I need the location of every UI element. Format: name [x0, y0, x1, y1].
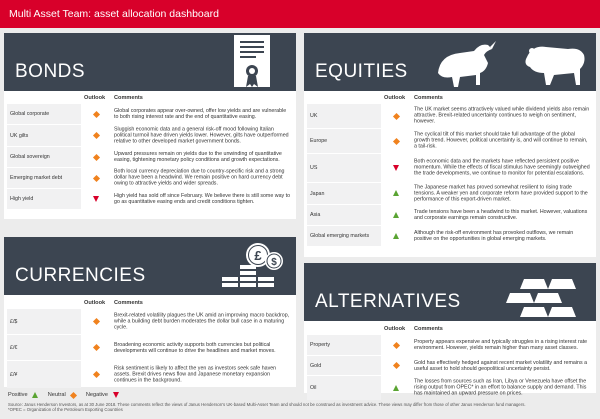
table-row: [7, 335, 293, 360]
bonds-heading: BONDS: [15, 61, 86, 82]
outlook-indicator: [393, 342, 400, 349]
neutral-diamond-icon: [93, 153, 100, 160]
table-row: [307, 183, 593, 204]
top-banner: [0, 0, 600, 28]
legend-neutral-label: Neutral: [47, 392, 66, 398]
row-comment: Property appears expensive and typically struggles in a rising interest rate environment. However, yields remain higher than many asset classes.: [414, 338, 588, 351]
row-comment: Gold has effectively hedged against recent market volatility and remains a useful asset to hold should geopolitical uncertainty persist.: [414, 359, 588, 372]
neutral-diamond-icon: [93, 110, 100, 117]
outlook-indicator: [93, 111, 100, 118]
alternatives-heading: ALTERNATIVES: [315, 291, 461, 312]
currencies-header: [4, 237, 296, 295]
row-label: £/$: [10, 318, 18, 325]
row-comment: Global corporates appear over-owned, offer low yields and are vulnerable to both rising interest rate and the end of quantitative easing.: [114, 107, 287, 120]
neutral-diamond-icon: [70, 391, 77, 398]
row-label: Asia: [310, 211, 321, 218]
outlook-indicator: [393, 362, 400, 369]
table-row: [307, 376, 593, 400]
outlook-indicator: [93, 196, 100, 203]
row-label: UK gilts: [10, 132, 29, 139]
row-label: £/€: [10, 344, 18, 351]
alternatives-panel: [304, 263, 596, 398]
positive-triangle-icon: [393, 190, 399, 196]
row-label: £/¥: [10, 371, 18, 378]
row-comment: High yield has sold off since February. We believe there is still some way to go as quantitative easing ends and credit conditions tighten.: [114, 192, 291, 205]
row-comment: Trade tensions have been a headwind to this market. However, valuations and corporate earnings remain constructive.: [414, 208, 588, 221]
row-comment: Risk sentiment is likely to affect the yen as investors seek safe haven assets. Brexit drives news flow and Japanese monetary expansion continues in the background.: [114, 365, 277, 384]
negative-triangle-icon: [113, 392, 119, 398]
neutral-diamond-icon: [93, 344, 100, 351]
equities-panel: [304, 33, 596, 257]
equities-header: [304, 33, 596, 91]
legend-negative-label: Negative: [85, 392, 108, 398]
outlook-indicator: [393, 138, 400, 145]
bonds-outlook-col: Outlook: [84, 95, 106, 101]
row-label: Oil: [310, 384, 317, 391]
neutral-diamond-icon: [93, 132, 100, 139]
currencies-outlook-col: Outlook: [84, 300, 106, 306]
alternatives-outlook-col: Outlook: [384, 326, 406, 332]
neutral-diamond-icon: [393, 362, 400, 369]
negative-triangle-icon: [93, 196, 99, 202]
table-row: [307, 104, 593, 128]
alternatives-comments-col: Comments: [414, 326, 443, 332]
row-label: Gold: [310, 362, 322, 369]
positive-triangle-icon: [393, 212, 399, 218]
row-label: Property: [310, 341, 331, 348]
row-label: Global emerging markets: [310, 232, 370, 239]
outlook-indicator: [93, 175, 100, 182]
legend-positive-label: Positive: [8, 392, 28, 398]
outlook-indicator: [93, 154, 100, 161]
outlook-indicator: [93, 318, 100, 325]
equities-outlook-col: Outlook: [384, 95, 406, 101]
outlook-indicator: [393, 233, 400, 240]
bonds-header: [4, 33, 296, 91]
bonds-panel: [4, 33, 296, 219]
row-comment: Upward pressures remain on yields due to the unwinding of quantitative easing, tightening monetary policy conditions and growth expectations.: [114, 150, 282, 163]
table-row: [7, 104, 293, 124]
row-label: Emerging market debt: [10, 174, 63, 181]
row-label: US: [310, 164, 318, 171]
page-title: Multi Asset Team: asset allocation dashboard: [9, 8, 219, 20]
row-comment: Brexit-related volatility plagues the UK amid an improving macro backdrop, while a building debt burden moderates the dollar bull case in a maturing cycle.: [114, 312, 290, 331]
row-label: Japan: [310, 190, 325, 197]
row-comment: Although the risk-off environment has provoked outflows, we remain positive on the opportunities in global emerging markets.: [414, 229, 574, 242]
neutral-diamond-icon: [393, 112, 400, 119]
table-row: [7, 168, 293, 188]
row-comment: The losses from sources such as Iran, Libya or Venezuela have offset the rising output from OPEC* in an effort to balance supply and demand. This has maintained an upward pressure on prices.: [414, 378, 587, 398]
table-row: [307, 226, 593, 246]
table-row: [307, 154, 593, 182]
row-comment: Both economic data and the markets have reflected persistent positive momentum. While the effects of fiscal stimulus have seemingly outweighed the trade developments, we continue to monitor for potential escalations.: [414, 158, 590, 178]
outlook-indicator: [393, 113, 400, 120]
positive-triangle-icon: [393, 233, 399, 239]
positive-triangle-icon: [393, 385, 399, 391]
outlook-indicator: [393, 165, 400, 172]
svg-text:$: $: [271, 257, 277, 268]
legend: [8, 392, 119, 398]
coins-icon: [218, 237, 288, 295]
row-comment: The UK market seems attractively valued while dividend yields also remain attractive. Brexit-related uncertainty continues to weigh on sentiment, however.: [414, 106, 590, 126]
negative-triangle-icon: [393, 165, 399, 171]
table-row: [7, 189, 293, 209]
row-label: Global corporate: [10, 110, 50, 117]
table-row: [7, 125, 293, 146]
neutral-diamond-icon: [93, 318, 100, 325]
table-row: [307, 205, 593, 225]
source-note: [8, 402, 593, 413]
gold-bars-icon: [504, 263, 584, 321]
neutral-diamond-icon: [93, 371, 100, 378]
table-row: [7, 147, 293, 167]
row-label: Global sovereign: [10, 153, 50, 160]
row-label: UK: [310, 112, 318, 119]
outlook-indicator: [393, 385, 400, 392]
positive-triangle-icon: [32, 392, 38, 398]
outlook-indicator: [393, 190, 400, 197]
outlook-indicator: [93, 344, 100, 351]
neutral-diamond-icon: [393, 137, 400, 144]
row-comment: Broadening economic activity supports both currencies but political developments will continue to drive the headlines and market moves.: [114, 341, 276, 354]
neutral-diamond-icon: [393, 341, 400, 348]
row-comment: Both local currency depreciation due to country-specific risk and a strong dollar have been a headwind. We remain positive on hard currency debt owing to attractive yields and wider spreads.: [114, 168, 285, 188]
row-comment: The cyclical tilt of this market should take full advantage of the global growth trend. However, political uncertainty is, and will continue to remain, a tail-risk.: [414, 131, 588, 151]
currencies-comments-col: Comments: [114, 300, 143, 306]
table-row: [7, 361, 293, 388]
alternatives-header: [304, 263, 596, 321]
table-row: [307, 335, 593, 355]
currencies-heading: CURRENCIES: [15, 265, 146, 286]
equities-comments-col: Comments: [414, 95, 443, 101]
neutral-diamond-icon: [93, 174, 100, 181]
table-row: [307, 356, 593, 375]
svg-text:£: £: [254, 248, 262, 263]
source-line-2: *OPEC = Organization of the Petroleum Exporting Countries: [8, 407, 123, 413]
equities-heading: EQUITIES: [315, 61, 408, 82]
outlook-indicator: [393, 212, 400, 219]
certificate-icon: [226, 33, 278, 91]
bonds-comments-col: Comments: [114, 95, 143, 101]
row-label: Europe: [310, 137, 328, 144]
row-comment: The Japanese market has proved somewhat resilient to rising trade tensions. A weaker yen and corporate reform have provided support to the performance of this export-driven market.: [414, 184, 588, 203]
table-row: [307, 129, 593, 153]
currencies-panel: [4, 237, 296, 387]
outlook-indicator: [93, 371, 100, 378]
source-line-1: Source: Janus Henderson Investors, as at 30 June 2018. These comments reflect the views of Janus Henderson's UK-based Multi-Asset Team and should not be construed as investment advice. These views may differ from those of other Janus Henderson fund managers.: [8, 402, 526, 407]
bull-bear-icon: [430, 33, 592, 91]
outlook-indicator: [93, 132, 100, 139]
table-row: [7, 309, 293, 334]
row-label: High yield: [10, 195, 34, 202]
row-comment: Sluggish economic data and a general risk-off mood following Italian political turmoil have driven yields lower. However, gilts have outperformed relative to other developed market government bonds.: [114, 126, 289, 145]
